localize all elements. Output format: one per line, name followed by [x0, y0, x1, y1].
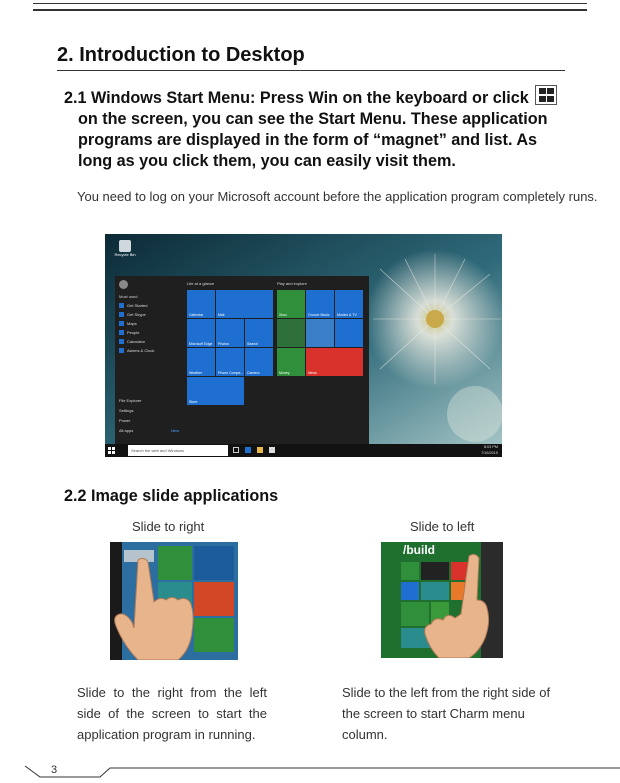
taskbar: [105, 444, 502, 457]
settings-item[interactable]: Settings: [119, 408, 134, 413]
tile-search[interactable]: Search: [245, 319, 273, 347]
taskbar-clock[interactable]: 8:03 PM 7/16/2015: [481, 445, 498, 455]
section-2-2-heading: 2.2 Image slide applications: [64, 487, 279, 505]
section-2-1: [64, 85, 594, 172]
footer-rule: [0, 752, 620, 783]
store-taskbar-icon[interactable]: [269, 447, 275, 453]
recycle-bin-icon: [119, 240, 131, 252]
power-item[interactable]: Power: [119, 418, 131, 423]
tile-weather[interactable]: Weather: [187, 348, 215, 376]
header-rule-thick: [33, 9, 587, 11]
tile-edge[interactable]: Microsoft Edge: [187, 319, 215, 347]
tile-photos[interactable]: Photos: [216, 319, 244, 347]
slide-left-description: Slide to the left from the right side of the screen to start Charm menu column.: [342, 685, 551, 742]
tile-xbox[interactable]: Xbox: [277, 290, 305, 318]
file-explorer-item[interactable]: File Explorer: [119, 398, 142, 403]
hand-pointer-icon: [381, 542, 503, 658]
tile-phone-companion[interactable]: Phone Compa...: [216, 348, 244, 376]
slide-right-caption: Slide to right: [132, 519, 205, 534]
app-icon: [119, 330, 124, 335]
section-2-1-line-2: on the screen, you can see the Start Menu. These application: [78, 110, 548, 128]
section-2-1-line-3: programs are displayed in the form of “magnet” and list. As: [78, 131, 538, 149]
slide-right-description: Slide to the right from the left side of the screen to start the application program in running.: [77, 685, 267, 742]
page-heading: 2. Introduction to Desktop: [57, 44, 305, 66]
most-used-list: [119, 301, 179, 355]
tile-mail[interactable]: Mail: [216, 290, 273, 318]
header-rule-thin: [33, 3, 587, 4]
app-icon: [119, 321, 124, 326]
app-icon: [119, 303, 124, 308]
start-bottom-list: [119, 398, 179, 438]
recycle-bin-desktop-icon[interactable]: Recycle Bin: [113, 240, 137, 257]
app-item[interactable]: Calculator: [119, 337, 179, 346]
heading-underline: [57, 70, 565, 71]
tile-news[interactable]: News: [306, 348, 363, 376]
windows-logo-icon: [535, 85, 557, 105]
tile-solitaire[interactable]: [277, 319, 305, 347]
start-menu: Most used Get Started Get Skype Maps People Calculator Alarms & Clock File Explorer Settings Power All apps New Life at a glance Play and explore Calendar Mail Microsoft Edge Photos Search Weather Phone Compa... Camera Store Xbox Groove Music Movies & TV Money News: [115, 276, 369, 444]
slide-right-illustration: [110, 542, 238, 660]
slide-left-caption: Slide to left: [410, 519, 475, 534]
tile-calendar[interactable]: Calendar: [187, 290, 215, 318]
tile-promo[interactable]: [335, 319, 363, 347]
start-button-icon[interactable]: [108, 447, 115, 454]
task-view-icon[interactable]: [233, 447, 239, 453]
edge-taskbar-icon[interactable]: [245, 447, 251, 453]
tile-movies-tv[interactable]: Movies & TV: [335, 290, 363, 318]
user-avatar[interactable]: [119, 280, 128, 289]
taskbar-search-box[interactable]: Search the web and Windows: [128, 445, 228, 456]
tile-money[interactable]: Money: [277, 348, 305, 376]
section-2-1-line-1: 2.1 Windows Start Menu: Press Win on the keyboard or click: [64, 89, 529, 107]
tile-game[interactable]: [306, 319, 334, 347]
all-apps-item[interactable]: All apps New: [119, 428, 179, 433]
slide-left-illustration: [381, 542, 503, 658]
tile-groove-music[interactable]: Groove Music: [306, 290, 334, 318]
build-title: /build: [403, 543, 435, 557]
app-item[interactable]: Get Started: [119, 301, 179, 310]
app-icon: [119, 348, 124, 353]
page-number: 3: [51, 764, 58, 776]
tile-store[interactable]: Store: [187, 377, 244, 405]
hand-pointer-icon: [110, 542, 238, 660]
explorer-taskbar-icon[interactable]: [257, 447, 263, 453]
app-item[interactable]: Alarms & Clock: [119, 346, 179, 355]
app-item[interactable]: People: [119, 328, 179, 337]
app-item[interactable]: Maps: [119, 319, 179, 328]
section-2-1-line-4: long as you click them, you can easily visit them.: [78, 152, 456, 170]
login-note: You need to log on your Microsoft account before the application program completely runs.: [77, 189, 598, 204]
app-item[interactable]: Get Skype: [119, 310, 179, 319]
app-icon: [119, 339, 124, 344]
app-icon: [119, 312, 124, 317]
tile-camera[interactable]: Camera: [245, 348, 273, 376]
start-menu-screenshot: [105, 234, 502, 457]
